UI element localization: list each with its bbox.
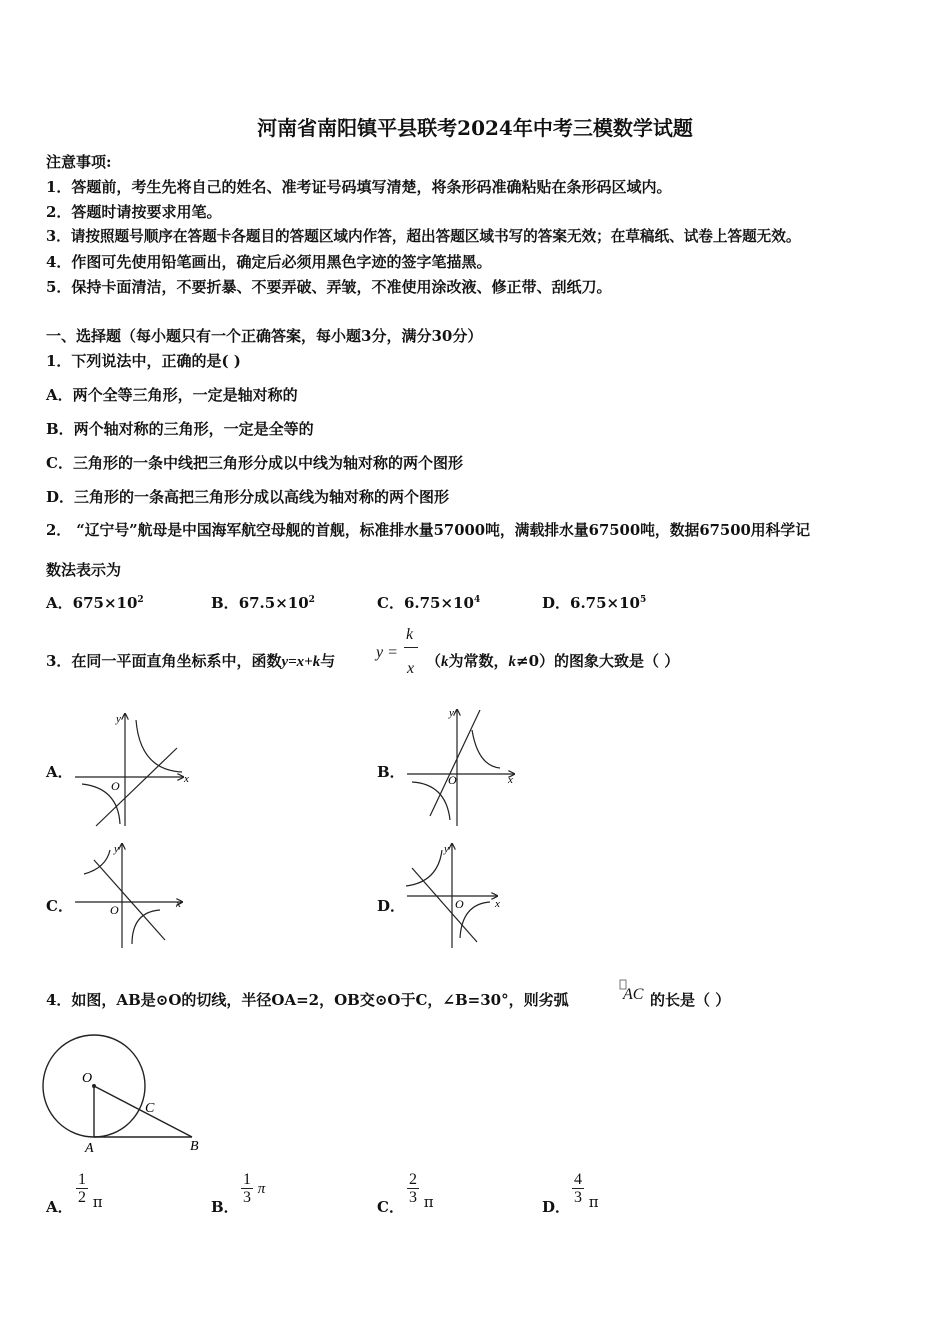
- q4-option-d-den: 3: [574, 1189, 582, 1206]
- hyperbola-branch: [84, 850, 110, 874]
- hyperbola-branch: [472, 730, 500, 768]
- q4-option-d-label: D．: [542, 1198, 571, 1216]
- page-title: 河南省南阳镇平县联考2024年中考三模数学试题: [257, 116, 693, 140]
- hyperbola-branch: [132, 910, 160, 944]
- q4-option-c-frac: [407, 1172, 419, 1206]
- linear-function: [94, 860, 165, 940]
- q3-stem-tail: [426, 651, 679, 672]
- q4-option-c-num: 2: [409, 1171, 417, 1188]
- q2-option-a-exp: 2: [137, 595, 144, 605]
- y-label: y: [444, 843, 449, 855]
- q4-option-d-num: 4: [574, 1171, 582, 1188]
- q1-option-d: D．三角形的一条高把三角形分成以高线为轴对称的两个图形: [46, 488, 450, 506]
- section-heading: 一、选择题（每小题只有一个正确答案，每小题3分，满分30分）: [46, 327, 483, 345]
- q2-option-c-label: C．: [377, 594, 404, 612]
- q4-option-b-den: 3: [243, 1189, 251, 1206]
- q3-stem-b: 与: [320, 652, 336, 670]
- q2-option-d: [542, 592, 646, 613]
- q3-option-b-label: B．: [377, 763, 405, 781]
- label-b: B: [190, 1139, 199, 1154]
- q3-frac-num: k: [406, 626, 414, 643]
- linear-function: [96, 748, 177, 826]
- q4-option-c-label: C．: [377, 1198, 404, 1216]
- q3-graph-a: [70, 708, 195, 830]
- hyperbola-branch: [460, 902, 490, 938]
- x-label: x: [184, 773, 189, 785]
- x-label: x: [176, 898, 181, 910]
- q3-stem-c: （: [426, 652, 442, 670]
- q3-stem-a: 3．在同一平面直角坐标系中，函数: [46, 652, 282, 670]
- origin-label: O: [111, 779, 120, 793]
- q4-option-a-label: A．: [46, 1198, 73, 1216]
- q4-option-b-value: [241, 1172, 265, 1206]
- q2-option-b: [211, 592, 315, 613]
- q4-option-d-pi: π: [588, 1193, 599, 1211]
- q2-option-d-base: 6.75×10: [570, 594, 640, 612]
- notice-item-4: 4．作图可先使用铅笔画出，确定后必须用黑色字迹的签字笔描黑。: [46, 253, 492, 271]
- q3-graph-d: [402, 840, 527, 952]
- q3-frac-den: x: [407, 660, 415, 677]
- q4-option-b-num: 1: [243, 1171, 251, 1188]
- x-label: x: [495, 898, 500, 910]
- q2-option-b-exp: 2: [308, 595, 315, 605]
- q4-option-a-value: [76, 1172, 103, 1211]
- q3-k2: k: [508, 654, 517, 670]
- q2-option-c: [377, 592, 480, 613]
- q3-stem-e: ≠0）的图象大致是（ ）: [516, 652, 680, 670]
- q4-option-b-frac: [241, 1172, 253, 1206]
- q1-option-c: C．三角形的一条中线把三角形分成以中线为轴对称的两个图形: [46, 454, 463, 472]
- q2-option-b-label: B．: [211, 594, 239, 612]
- q4-stem-a: 4．如图，AB是⊙O的切线，半径OA=2，OB交⊙O于C，∠B=30°，则劣弧: [46, 991, 569, 1009]
- q3-option-d-label: D．: [377, 897, 406, 915]
- origin-label: O: [455, 897, 464, 911]
- q4-option-c-pi: π: [423, 1193, 434, 1211]
- origin-label: O: [448, 773, 457, 787]
- q2-option-a-base: 675×10: [72, 594, 138, 612]
- q4-option-a-pi: π: [92, 1193, 103, 1211]
- q4-option-a-den: 2: [78, 1189, 86, 1206]
- q3-option-c-label: C．: [46, 897, 73, 915]
- q2-option-c-base: 6.75×10: [403, 594, 474, 612]
- linear-function: [430, 710, 480, 816]
- q4-option-d-frac: [572, 1172, 584, 1206]
- q4-option-b-label: B．: [211, 1198, 239, 1216]
- q3-func1: y=x+k: [281, 654, 321, 670]
- q2-stem-line1: 2． “辽宁号”航母是中国海军航空母舰的首舰，标准排水量57000吨，满载排水量67500吨，数据67500用科学记: [46, 522, 810, 539]
- y-label: y: [114, 843, 119, 855]
- origin-label: O: [110, 903, 119, 917]
- q2-option-d-label: D．: [542, 594, 571, 612]
- label-o: O: [82, 1071, 93, 1086]
- notice-item-2: 2．答题时请按要求用笔。: [46, 203, 222, 221]
- hyperbola-branch: [136, 720, 182, 772]
- q4-option-b-pi: π: [257, 1181, 266, 1197]
- notice-item-3: 3．请按照题号顺序在答题卡各题目的答题区域内作答，超出答题区域书写的答案无效；在草稿纸、试卷上答题无效。: [46, 228, 801, 245]
- q3-option-a-label: A．: [46, 763, 73, 781]
- label-a: A: [85, 1141, 94, 1154]
- q2-option-d-exp: 5: [640, 595, 647, 605]
- q2-option-a-label: A．: [46, 594, 73, 612]
- q1-option-b: B．两个轴对称的三角形，一定是全等的: [46, 420, 314, 438]
- q3-stem: [46, 651, 335, 672]
- y-label: y: [449, 707, 454, 719]
- q2-option-c-exp: 4: [473, 595, 481, 605]
- notice-heading: 注意事项:: [46, 153, 112, 171]
- q4-option-c-value: [407, 1172, 434, 1211]
- q4-option-c-den: 3: [409, 1189, 417, 1206]
- notice-item-1: 1．答题前，考生先将自己的姓名、准考证号码填写清楚，将条形码准确粘贴在条形码区域内。: [46, 178, 672, 196]
- q4-stem-b: 的长是（ ）: [650, 991, 731, 1009]
- q1-option-a: A．两个全等三角形，一定是轴对称的: [46, 386, 298, 404]
- y-label: y: [116, 713, 121, 725]
- q1-stem: 1．下列说法中，正确的是( ): [46, 352, 241, 370]
- q3-graph-c: [70, 840, 195, 952]
- notice-item-5: 5．保持卡面清洁，不要折暴、不要弄破、弄皱，不准使用涂改液、修正带、刮纸刀。: [46, 278, 612, 296]
- linear-function: [412, 868, 477, 942]
- hyperbola-branch: [406, 850, 442, 886]
- q4-figure: [42, 1032, 207, 1154]
- label-c: C: [145, 1101, 155, 1116]
- q4-arc-label: AC: [623, 986, 644, 1003]
- q3-frac-bar: [404, 647, 418, 648]
- q3-frac-lhs: y =: [376, 644, 398, 661]
- center-point: [92, 1084, 96, 1088]
- q3-graph-b: [402, 702, 527, 830]
- q2-stem-line2: 数法表示为: [46, 561, 122, 579]
- q4-option-a-frac: [76, 1172, 88, 1206]
- q3-stem-d: 为常数，: [448, 652, 509, 670]
- q4-option-d-value: [572, 1172, 599, 1211]
- q2-option-b-base: 67.5×10: [238, 594, 309, 612]
- q4-option-a-num: 1: [78, 1171, 86, 1188]
- x-label: x: [508, 774, 513, 786]
- q2-option-a: [46, 592, 144, 613]
- q3-k1: k: [441, 654, 449, 670]
- segment-ob: [94, 1086, 192, 1137]
